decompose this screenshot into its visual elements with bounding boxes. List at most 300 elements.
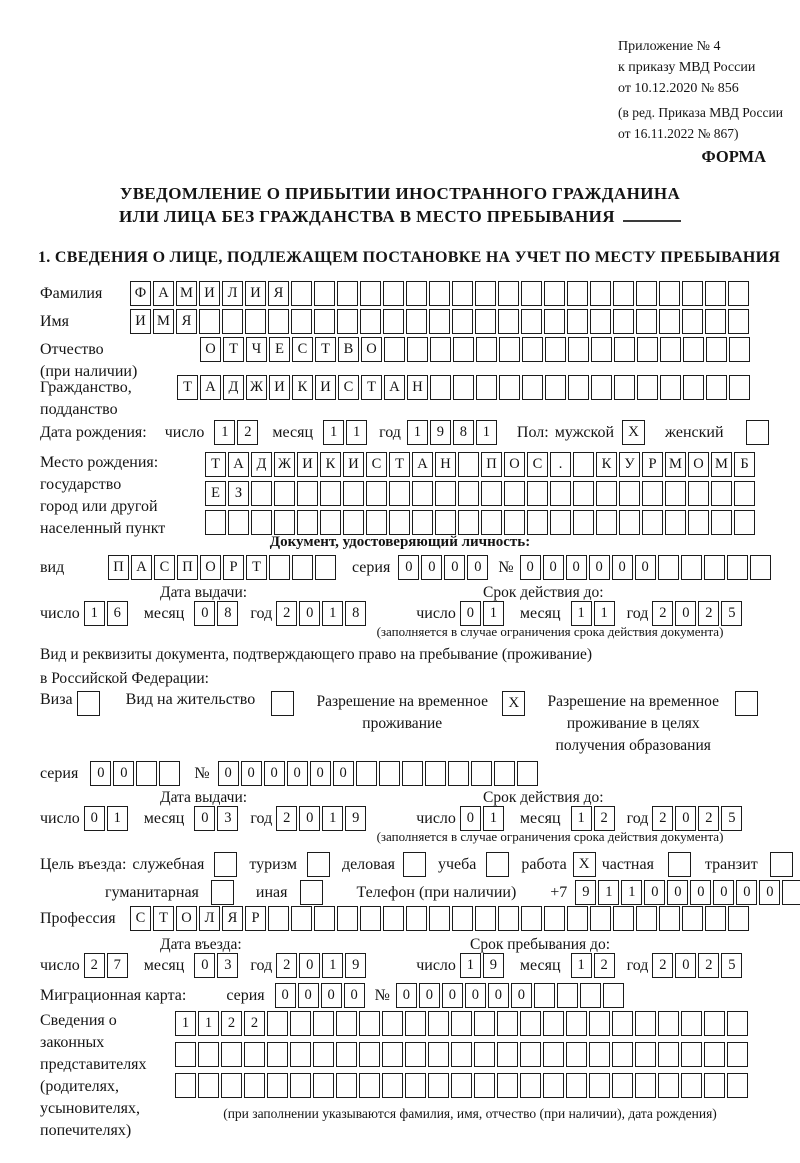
char-box[interactable] [636,309,657,334]
char-box[interactable]: 0 [488,983,509,1008]
char-box[interactable]: 0 [298,983,319,1008]
char-box[interactable]: 2 [276,953,297,978]
char-box[interactable]: 1 [322,601,343,626]
char-box[interactable]: 5 [721,601,742,626]
char-box[interactable]: 0 [460,601,481,626]
char-box[interactable] [337,309,358,334]
char-box[interactable] [637,337,658,362]
char-box[interactable] [521,906,542,931]
char-box[interactable] [665,481,686,506]
char-box[interactable]: 1 [175,1011,196,1036]
char-box[interactable] [619,481,640,506]
char-box[interactable] [727,1042,748,1067]
char-box[interactable] [453,337,474,362]
char-box[interactable]: 2 [698,806,719,831]
char-box[interactable] [497,1011,518,1036]
char-box[interactable] [660,375,681,400]
char-box[interactable]: 1 [198,1011,219,1036]
char-box[interactable] [590,309,611,334]
char-box[interactable] [544,309,565,334]
char-box[interactable] [251,510,272,535]
char-box[interactable] [521,281,542,306]
char-box[interactable]: Ф [130,281,151,306]
char-box[interactable] [504,510,525,535]
char-box[interactable]: С [292,337,313,362]
purpose-transit-checkbox[interactable] [770,852,793,877]
char-box[interactable]: . [550,452,571,477]
char-box[interactable] [727,555,748,580]
char-box[interactable] [566,1073,587,1098]
char-box[interactable]: 2 [652,806,673,831]
char-box[interactable] [360,309,381,334]
char-box[interactable] [589,1011,610,1036]
char-box[interactable]: Т [223,337,244,362]
char-box[interactable] [360,906,381,931]
char-box[interactable]: А [412,452,433,477]
char-box[interactable] [636,906,657,931]
char-box[interactable]: 1 [571,953,592,978]
char-box[interactable] [613,309,634,334]
char-box[interactable] [704,1011,725,1036]
char-box[interactable] [521,309,542,334]
char-box[interactable]: 2 [237,420,258,445]
char-box[interactable]: Т [205,452,226,477]
char-box[interactable]: З [228,481,249,506]
char-box[interactable]: 0 [241,761,262,786]
char-box[interactable]: 0 [398,555,419,580]
residence-permit-checkbox[interactable] [271,691,294,716]
char-box[interactable]: 2 [244,1011,265,1036]
char-box[interactable]: 2 [698,953,719,978]
char-box[interactable]: 2 [652,601,673,626]
char-box[interactable] [683,375,704,400]
char-box[interactable]: А [153,281,174,306]
char-box[interactable]: 0 [465,983,486,1008]
char-box[interactable] [267,1042,288,1067]
char-box[interactable]: Р [223,555,244,580]
char-box[interactable] [612,1011,633,1036]
char-box[interactable] [314,309,335,334]
char-box[interactable]: Д [223,375,244,400]
char-box[interactable] [475,906,496,931]
char-box[interactable] [704,1042,725,1067]
char-box[interactable] [665,510,686,535]
char-box[interactable]: Т [361,375,382,400]
char-box[interactable]: М [711,452,732,477]
char-box[interactable] [313,1011,334,1036]
char-box[interactable]: 5 [721,953,742,978]
char-box[interactable] [591,337,612,362]
char-box[interactable] [619,510,640,535]
char-box[interactable]: Ч [246,337,267,362]
char-box[interactable] [313,1073,334,1098]
char-box[interactable]: И [297,452,318,477]
char-box[interactable] [637,375,658,400]
char-box[interactable] [614,337,635,362]
char-box[interactable] [568,337,589,362]
char-box[interactable] [366,510,387,535]
char-box[interactable] [159,761,180,786]
char-box[interactable]: 2 [84,953,105,978]
char-box[interactable]: 0 [759,880,780,905]
char-box[interactable]: А [200,375,221,400]
char-box[interactable]: 9 [575,880,596,905]
char-box[interactable]: Ж [246,375,267,400]
char-box[interactable] [453,375,474,400]
char-box[interactable] [320,481,341,506]
char-box[interactable] [590,281,611,306]
char-box[interactable] [683,337,704,362]
char-box[interactable] [635,1042,656,1067]
char-box[interactable]: М [153,309,174,334]
char-box[interactable] [359,1042,380,1067]
char-box[interactable]: Б [734,452,755,477]
char-box[interactable] [476,337,497,362]
char-box[interactable]: 0 [287,761,308,786]
char-box[interactable]: 0 [344,983,365,1008]
char-box[interactable]: 0 [218,761,239,786]
char-box[interactable] [681,1073,702,1098]
char-box[interactable] [337,281,358,306]
char-box[interactable]: С [338,375,359,400]
char-box[interactable]: 0 [589,555,610,580]
char-box[interactable] [729,375,750,400]
char-box[interactable] [660,337,681,362]
char-box[interactable] [359,1073,380,1098]
char-box[interactable]: 2 [221,1011,242,1036]
purpose-study-checkbox[interactable] [486,852,509,877]
char-box[interactable] [580,983,601,1008]
char-box[interactable]: 0 [194,806,215,831]
char-box[interactable] [642,481,663,506]
char-box[interactable]: Т [177,375,198,400]
char-box[interactable] [406,309,427,334]
char-box[interactable] [458,481,479,506]
char-box[interactable] [613,906,634,931]
char-box[interactable]: Т [153,906,174,931]
char-box[interactable] [711,510,732,535]
char-box[interactable]: С [130,906,151,931]
char-box[interactable]: М [176,281,197,306]
purpose-other-checkbox[interactable] [300,880,323,905]
char-box[interactable] [494,761,515,786]
char-box[interactable] [221,1042,242,1067]
char-box[interactable] [682,309,703,334]
char-box[interactable] [591,375,612,400]
char-box[interactable]: Я [176,309,197,334]
char-box[interactable]: 8 [453,420,474,445]
char-box[interactable]: 9 [430,420,451,445]
char-box[interactable] [659,281,680,306]
char-box[interactable] [175,1042,196,1067]
char-box[interactable]: О [688,452,709,477]
char-box[interactable] [435,510,456,535]
char-box[interactable] [728,281,749,306]
char-box[interactable]: 0 [194,601,215,626]
char-box[interactable] [734,510,755,535]
char-box[interactable]: 1 [476,420,497,445]
char-box[interactable]: 3 [217,953,238,978]
char-box[interactable] [269,555,290,580]
char-box[interactable] [198,1073,219,1098]
char-box[interactable] [429,906,450,931]
char-box[interactable] [405,1073,426,1098]
char-box[interactable] [499,337,520,362]
purpose-official-checkbox[interactable] [214,852,237,877]
char-box[interactable] [522,337,543,362]
char-box[interactable]: 1 [483,601,504,626]
char-box[interactable]: И [269,375,290,400]
char-box[interactable] [412,510,433,535]
char-box[interactable] [430,375,451,400]
char-box[interactable] [430,337,451,362]
char-box[interactable]: 2 [594,953,615,978]
char-box[interactable]: 2 [276,601,297,626]
char-box[interactable] [244,1042,265,1067]
char-box[interactable]: К [320,452,341,477]
char-box[interactable] [412,481,433,506]
char-box[interactable]: Я [268,281,289,306]
char-box[interactable]: И [245,281,266,306]
char-box[interactable] [550,481,571,506]
char-box[interactable] [205,510,226,535]
char-box[interactable] [729,337,750,362]
char-box[interactable] [704,555,725,580]
sex-male-checkbox[interactable]: X [622,420,645,445]
char-box[interactable] [520,1073,541,1098]
char-box[interactable] [406,906,427,931]
purpose-tourism-checkbox[interactable] [307,852,330,877]
char-box[interactable] [612,1073,633,1098]
char-box[interactable] [589,1042,610,1067]
char-box[interactable] [406,281,427,306]
char-box[interactable]: 0 [90,761,111,786]
char-box[interactable]: 9 [483,953,504,978]
char-box[interactable] [727,1011,748,1036]
char-box[interactable] [267,1073,288,1098]
char-box[interactable] [356,761,377,786]
char-box[interactable] [499,375,520,400]
char-box[interactable]: Д [251,452,272,477]
char-box[interactable] [474,1042,495,1067]
char-box[interactable] [175,1073,196,1098]
char-box[interactable] [405,1011,426,1036]
char-box[interactable]: М [665,452,686,477]
char-box[interactable]: 0 [520,555,541,580]
char-box[interactable]: С [366,452,387,477]
char-box[interactable] [136,761,157,786]
char-box[interactable] [475,309,496,334]
char-box[interactable] [315,555,336,580]
char-box[interactable] [274,510,295,535]
char-box[interactable] [268,309,289,334]
char-box[interactable]: 0 [460,806,481,831]
char-box[interactable]: О [200,337,221,362]
char-box[interactable]: Н [435,452,456,477]
purpose-private-checkbox[interactable] [668,852,691,877]
char-box[interactable] [704,1073,725,1098]
char-box[interactable]: 1 [483,806,504,831]
char-box[interactable] [244,1073,265,1098]
char-box[interactable] [343,481,364,506]
char-box[interactable] [290,1042,311,1067]
char-box[interactable] [382,1011,403,1036]
char-box[interactable] [474,1011,495,1036]
char-box[interactable] [706,375,727,400]
purpose-work-checkbox[interactable]: X [573,852,596,877]
char-box[interactable]: 1 [346,420,367,445]
char-box[interactable]: 0 [467,555,488,580]
char-box[interactable] [267,1011,288,1036]
char-box[interactable]: 0 [713,880,734,905]
char-box[interactable]: А [228,452,249,477]
char-box[interactable]: 0 [84,806,105,831]
char-box[interactable] [428,1073,449,1098]
char-box[interactable]: П [177,555,198,580]
char-box[interactable]: 0 [635,555,656,580]
char-box[interactable] [573,510,594,535]
char-box[interactable] [522,375,543,400]
char-box[interactable] [429,309,450,334]
char-box[interactable]: Н [407,375,428,400]
char-box[interactable] [452,309,473,334]
char-box[interactable] [320,510,341,535]
char-box[interactable]: Л [222,281,243,306]
char-box[interactable] [573,481,594,506]
char-box[interactable]: 9 [345,953,366,978]
sex-female-checkbox[interactable] [746,420,769,445]
char-box[interactable] [451,1011,472,1036]
char-box[interactable] [711,481,732,506]
char-box[interactable] [291,281,312,306]
char-box[interactable] [451,1042,472,1067]
char-box[interactable] [705,281,726,306]
char-box[interactable]: С [527,452,548,477]
char-box[interactable]: А [131,555,152,580]
char-box[interactable] [705,309,726,334]
char-box[interactable] [274,481,295,506]
char-box[interactable]: 7 [107,953,128,978]
char-box[interactable]: 0 [543,555,564,580]
char-box[interactable] [428,1011,449,1036]
char-box[interactable] [428,1042,449,1067]
char-box[interactable] [705,906,726,931]
char-box[interactable] [567,906,588,931]
char-box[interactable] [596,510,617,535]
char-box[interactable] [366,481,387,506]
char-box[interactable]: 0 [644,880,665,905]
char-box[interactable] [544,906,565,931]
char-box[interactable] [497,1073,518,1098]
char-box[interactable]: О [200,555,221,580]
char-box[interactable] [543,1011,564,1036]
char-box[interactable] [603,983,624,1008]
char-box[interactable]: 0 [299,953,320,978]
char-box[interactable] [567,281,588,306]
char-box[interactable]: О [176,906,197,931]
char-box[interactable]: 1 [594,601,615,626]
char-box[interactable] [343,510,364,535]
char-box[interactable]: 2 [652,953,673,978]
char-box[interactable]: 8 [345,601,366,626]
char-box[interactable]: 6 [107,601,128,626]
char-box[interactable] [682,906,703,931]
char-box[interactable] [681,1011,702,1036]
char-box[interactable]: 0 [275,983,296,1008]
char-box[interactable] [545,375,566,400]
char-box[interactable]: И [315,375,336,400]
char-box[interactable]: 5 [721,806,742,831]
char-box[interactable] [452,281,473,306]
char-box[interactable]: С [154,555,175,580]
char-box[interactable]: 2 [276,806,297,831]
char-box[interactable]: Е [205,481,226,506]
char-box[interactable]: У [619,452,640,477]
char-box[interactable]: 0 [321,983,342,1008]
char-box[interactable] [727,1073,748,1098]
char-box[interactable]: Р [642,452,663,477]
char-box[interactable] [534,983,555,1008]
char-box[interactable]: Т [389,452,410,477]
char-box[interactable] [520,1011,541,1036]
char-box[interactable] [359,1011,380,1036]
char-box[interactable] [782,880,800,905]
char-box[interactable] [291,309,312,334]
char-box[interactable] [706,337,727,362]
char-box[interactable] [642,510,663,535]
char-box[interactable] [297,510,318,535]
char-box[interactable]: 0 [675,601,696,626]
char-box[interactable] [658,1042,679,1067]
char-box[interactable]: 0 [675,953,696,978]
char-box[interactable] [590,906,611,931]
char-box[interactable] [336,1073,357,1098]
char-box[interactable]: 0 [736,880,757,905]
char-box[interactable]: 0 [675,806,696,831]
char-box[interactable] [452,906,473,931]
char-box[interactable] [543,1042,564,1067]
char-box[interactable]: 1 [571,806,592,831]
char-box[interactable]: И [130,309,151,334]
char-box[interactable] [475,281,496,306]
char-box[interactable]: П [108,555,129,580]
char-box[interactable] [291,906,312,931]
char-box[interactable] [504,481,525,506]
char-box[interactable] [688,510,709,535]
char-box[interactable]: 0 [442,983,463,1008]
edu-permit-checkbox[interactable] [735,691,758,716]
char-box[interactable]: 0 [667,880,688,905]
char-box[interactable] [566,1042,587,1067]
char-box[interactable] [471,761,492,786]
char-box[interactable] [734,481,755,506]
char-box[interactable]: О [504,452,525,477]
char-box[interactable]: Т [246,555,267,580]
char-box[interactable] [290,1073,311,1098]
char-box[interactable] [314,281,335,306]
char-box[interactable] [527,510,548,535]
char-box[interactable] [481,481,502,506]
char-box[interactable] [658,1011,679,1036]
char-box[interactable] [544,281,565,306]
char-box[interactable]: Т [315,337,336,362]
char-box[interactable]: 9 [345,806,366,831]
char-box[interactable] [336,1011,357,1036]
char-box[interactable] [682,281,703,306]
char-box[interactable] [545,337,566,362]
char-box[interactable]: 0 [511,983,532,1008]
char-box[interactable] [383,906,404,931]
